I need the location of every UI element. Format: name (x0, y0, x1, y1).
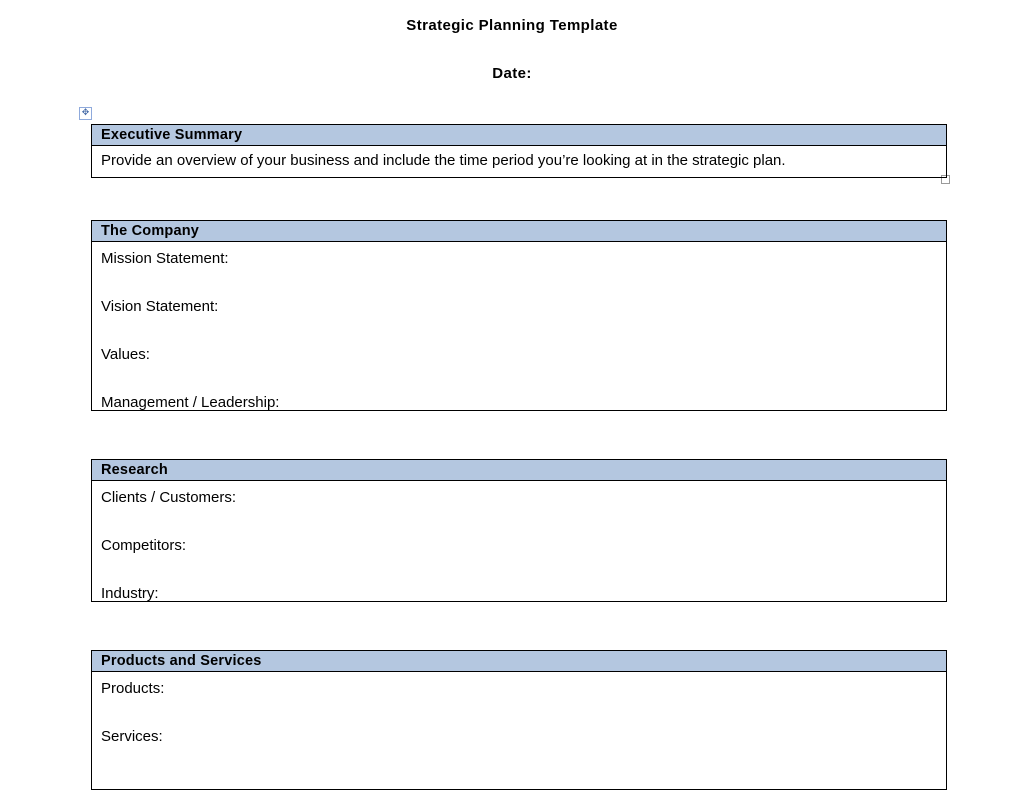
section-line: Clients / Customers: (101, 489, 237, 506)
section-heading: Research (91, 459, 947, 481)
section-line: Mission Statement: (101, 250, 229, 267)
section-the-company (91, 220, 947, 411)
document-page (0, 17, 1024, 768)
section-heading: The Company (91, 220, 947, 242)
section-executive-summary (91, 124, 947, 178)
section-line: Products: (101, 680, 165, 697)
section-line: Provide an overview of your business and include the time period you’re looking at in the strategic plan. (101, 152, 786, 169)
section-line: Industry: (101, 585, 159, 602)
section-line: Competitors: (101, 537, 187, 554)
section-body[interactable] (91, 672, 947, 790)
section-heading: Executive Summary (91, 124, 947, 146)
section-body[interactable] (91, 146, 947, 178)
page-title: Strategic Planning Template (406, 17, 618, 34)
section-research (91, 459, 947, 602)
table-move-handle[interactable]: ✥ (79, 107, 92, 120)
date-label: Date: (492, 65, 532, 82)
section-line: Management / Leadership: (101, 394, 280, 411)
section-heading: Products and Services (91, 650, 947, 672)
section-products-and-services (91, 650, 947, 790)
section-body[interactable] (91, 242, 947, 411)
section-line: Vision Statement: (101, 298, 219, 315)
section-line: Values: (101, 346, 150, 363)
section-line: Services: (101, 728, 163, 745)
section-body[interactable] (91, 481, 947, 602)
